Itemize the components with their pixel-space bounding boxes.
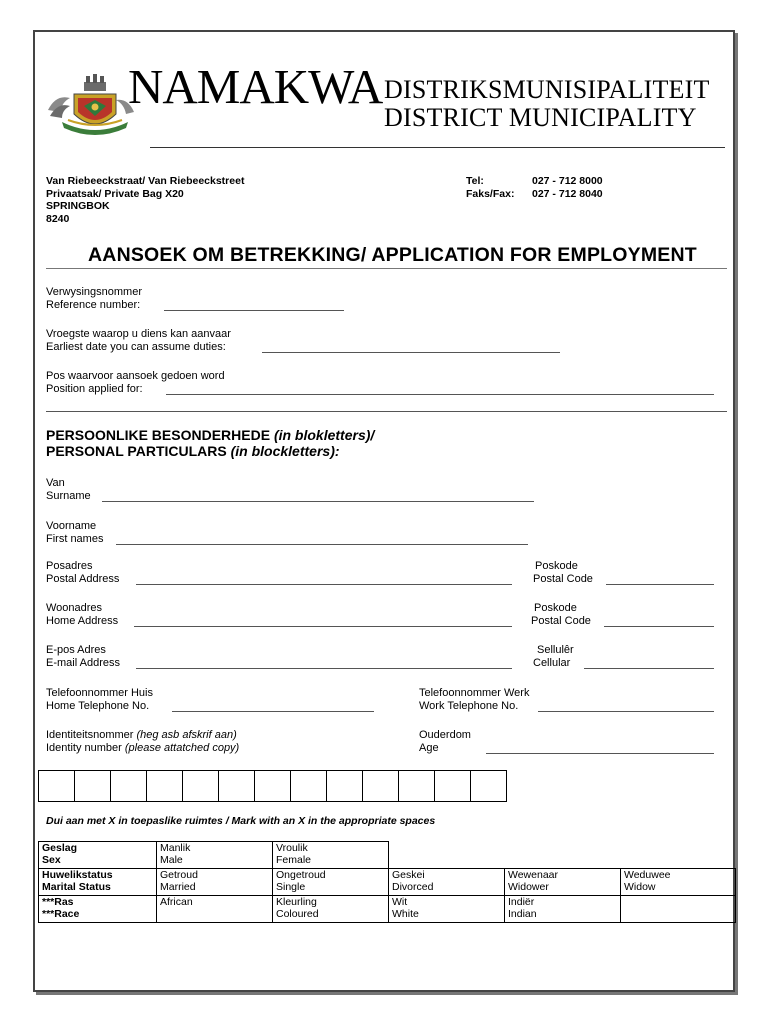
age-label	[419, 729, 471, 755]
section-rule	[46, 411, 727, 412]
contact-block	[466, 175, 603, 200]
sex-option-female[interactable]: Vroulik Female	[273, 842, 389, 869]
table-blank	[621, 842, 736, 869]
address-line: Van Riebeeckstraat/ Van Riebeeckstreet	[46, 175, 245, 187]
identity-number-label-en: Identity number	[46, 742, 125, 754]
earliest-date-label	[46, 328, 231, 354]
fax-label: Faks/Fax:	[466, 187, 515, 200]
work-telephone-label	[419, 687, 529, 713]
marital-option-married[interactable]: Getroud Married	[157, 869, 273, 896]
status-table	[38, 841, 736, 923]
first-names-label-af: Voorname	[46, 520, 97, 532]
email-label	[46, 644, 120, 670]
marital-status-header: Huwelikstatus Marital Status	[39, 869, 157, 896]
header-rule	[150, 147, 725, 148]
postal-address-label-af: Posadres	[46, 560, 93, 572]
reference-label-en: Reference number:	[46, 299, 141, 311]
sex-option-male[interactable]: Manlik Male	[157, 842, 273, 869]
logo-wordmark: NAMAKWA	[128, 59, 383, 114]
email-field[interactable]	[136, 668, 512, 669]
mark-instruction: Dui aan met X in toepaslike ruimtes / Mark with an X in the appropriate spaces	[46, 815, 436, 827]
marital-option-widower[interactable]: Wewenaar Widower	[505, 869, 621, 896]
section-heading-af: PERSOONLIKE BESONDERHEDE	[46, 427, 274, 443]
earliest-date-label-en: Earliest date you can assume duties:	[46, 341, 226, 353]
postal-address-field[interactable]	[136, 584, 512, 585]
cellular-label	[533, 644, 574, 670]
section-heading-en: PERSONAL PARTICULARS	[46, 443, 231, 459]
id-digit-box[interactable]	[291, 771, 327, 802]
table-row	[39, 869, 736, 896]
table-row	[39, 842, 736, 869]
id-digit-box[interactable]	[219, 771, 255, 802]
reference-label-af: Verwysingsnommer	[46, 286, 142, 298]
table-row	[39, 896, 736, 923]
reference-label	[46, 286, 142, 312]
home-telephone-label-en: Home Telephone No.	[46, 700, 150, 712]
municipality-line-afrikaans: DISTRIKSMUNISIPALITEIT	[384, 75, 710, 104]
postal-address-label-en: Postal Address	[46, 573, 120, 585]
title-rule	[46, 268, 727, 269]
home-address-label-af: Woonadres	[46, 602, 103, 614]
sex-header: Geslag Sex	[39, 842, 157, 869]
address-line: 8240	[46, 212, 70, 225]
earliest-date-field[interactable]	[262, 352, 560, 353]
surname-label-af: Van	[46, 477, 65, 489]
cellular-field[interactable]	[584, 668, 714, 669]
marital-option-divorced[interactable]: Geskei Divorced	[389, 869, 505, 896]
id-digit-box[interactable]	[399, 771, 435, 802]
age-label-af: Ouderdom	[419, 729, 471, 741]
identity-number-note-af: (heg asb afskrif aan)	[136, 729, 237, 741]
position-field[interactable]	[166, 394, 714, 395]
identity-number-grid	[38, 770, 507, 802]
postal-address-label	[46, 560, 119, 586]
section-heading-en-note: (in blockletters):	[230, 443, 340, 459]
table-blank	[505, 842, 621, 869]
surname-field[interactable]	[102, 501, 534, 502]
identity-number-label	[46, 729, 239, 755]
email-label-en: E-mail Address	[46, 657, 120, 669]
home-telephone-field[interactable]	[172, 711, 374, 712]
age-field[interactable]	[486, 753, 714, 754]
position-label-af: Pos waarvoor aansoek gedoen word	[46, 370, 225, 382]
municipality-name	[384, 76, 710, 132]
reference-number-field[interactable]	[164, 310, 344, 311]
age-label-en: Age	[419, 742, 439, 754]
postal-code-label	[533, 560, 593, 586]
postal-address-block	[46, 175, 244, 225]
municipality-line-english: DISTRICT MUNICIPALITY	[384, 103, 697, 132]
tel-label: Tel:	[466, 175, 484, 187]
id-digit-box[interactable]	[75, 771, 111, 802]
id-digit-box[interactable]	[363, 771, 399, 802]
home-telephone-label-af: Telefoonnommer Huis	[46, 687, 153, 699]
postal-code-label-af: Poskode	[535, 560, 578, 572]
home-postal-code-label-en: Postal Code	[531, 615, 591, 627]
surname-label-en: Surname	[46, 490, 91, 502]
postal-code-label-en: Postal Code	[533, 573, 593, 585]
home-postal-code-label	[531, 602, 591, 628]
fax-value: 027 - 712 8040	[532, 187, 603, 200]
work-telephone-field[interactable]	[538, 711, 714, 712]
home-postal-code-label-af: Poskode	[534, 602, 577, 614]
race-option-coloured[interactable]: Kleurling Coloured	[273, 896, 389, 923]
position-label	[46, 370, 225, 396]
postal-code-field[interactable]	[606, 584, 714, 585]
id-digit-box[interactable]	[111, 771, 147, 802]
id-digit-box[interactable]	[255, 771, 291, 802]
id-digit-box[interactable]	[183, 771, 219, 802]
marital-option-single[interactable]: Ongetroud Single	[273, 869, 389, 896]
race-option-indian[interactable]: Indiër Indian	[505, 896, 621, 923]
id-digit-box[interactable]	[39, 771, 75, 802]
identity-number-note-en: (please attatched copy)	[124, 742, 240, 754]
tel-value: 027 - 712 8000	[532, 175, 603, 187]
race-option-african[interactable]: African	[157, 896, 273, 923]
home-postal-code-field[interactable]	[604, 626, 714, 627]
work-telephone-label-af: Telefoonnommer Werk	[419, 687, 530, 699]
first-names-label	[46, 520, 103, 546]
earliest-date-label-af: Vroegste waarop u diens kan aanvaar	[46, 328, 231, 340]
work-telephone-label-en: Work Telephone No.	[419, 700, 519, 712]
id-digit-box[interactable]	[327, 771, 363, 802]
surname-label	[46, 477, 91, 503]
personal-particulars-heading	[46, 427, 374, 459]
id-digit-box[interactable]	[435, 771, 471, 802]
id-digit-box[interactable]	[471, 771, 507, 802]
cellular-label-en: Cellular	[533, 657, 571, 669]
identity-number-label-af: Identiteitsnommer	[46, 729, 137, 741]
first-names-field[interactable]	[116, 544, 528, 545]
home-telephone-label	[46, 687, 153, 713]
race-header: ***Ras ***Race	[39, 896, 157, 923]
home-address-label-en: Home Address	[46, 615, 119, 627]
position-label-en: Position applied for:	[46, 383, 143, 395]
race-option-blank[interactable]	[621, 896, 736, 923]
address-line: Privaatsak/ Private Bag X20	[46, 187, 184, 200]
form-title: AANSOEK OM BETREKKING/ APPLICATION FOR EMPLOYMENT	[88, 244, 697, 266]
address-line: SPRINGBOK	[46, 200, 110, 212]
home-address-field[interactable]	[134, 626, 512, 627]
section-heading-af-note: (in blokletters)/	[273, 427, 375, 443]
home-address-label	[46, 602, 118, 628]
first-names-label-en: First names	[46, 533, 104, 545]
cellular-label-af: Sellulêr	[537, 644, 574, 656]
email-label-af: E-pos Adres	[46, 644, 106, 656]
table-blank	[389, 842, 505, 869]
id-digit-box[interactable]	[147, 771, 183, 802]
marital-option-widow[interactable]: Weduwee Widow	[621, 869, 736, 896]
race-option-white[interactable]: Wit White	[389, 896, 505, 923]
